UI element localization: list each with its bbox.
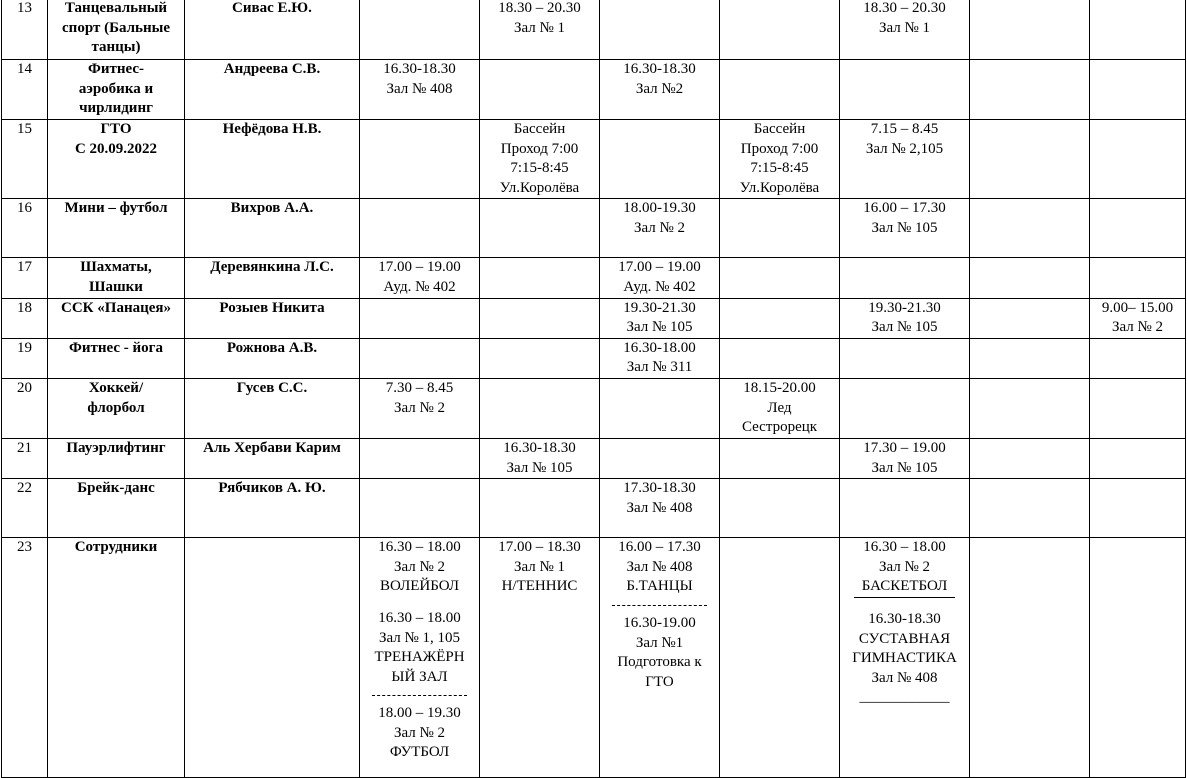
schedule-line: Ул.Королёва bbox=[739, 179, 820, 196]
schedule-cell bbox=[720, 60, 840, 120]
schedule-cell bbox=[480, 0, 600, 60]
schedule-cell bbox=[600, 479, 720, 538]
schedule-cell bbox=[480, 378, 600, 438]
schedule-line: ФУТБОЛ bbox=[389, 744, 450, 761]
schedule-line: Зал №2 bbox=[635, 80, 684, 97]
section-name-line: ССК «Панацея» bbox=[60, 299, 172, 316]
section-name-line: Пауэрлифтинг bbox=[66, 439, 166, 456]
schedule-line: СУСТАВНАЯ bbox=[858, 630, 951, 647]
coach-name: Розыев Никита bbox=[185, 298, 360, 338]
schedule-line: Бассейн bbox=[513, 121, 566, 137]
schedule-cell bbox=[970, 258, 1090, 298]
schedule-line: Зал № 408 bbox=[626, 558, 693, 575]
table-row bbox=[2, 338, 1186, 378]
schedule-cell bbox=[600, 378, 720, 438]
table-row bbox=[2, 298, 1186, 338]
section-name-line: Шахматы, bbox=[80, 259, 152, 276]
schedule-line: 7.30 – 8.45 bbox=[385, 379, 454, 396]
schedule-cell bbox=[720, 120, 840, 199]
schedule-line: 18.00 – 19.30 bbox=[378, 705, 461, 722]
schedule-cell bbox=[970, 199, 1090, 258]
row-number: 13 bbox=[2, 0, 48, 60]
schedule-cell bbox=[970, 120, 1090, 199]
row-number: 22 bbox=[2, 479, 48, 538]
schedule-cell bbox=[840, 60, 970, 120]
coach-name: Деревянкина Л.С. bbox=[185, 258, 360, 298]
schedule-cell bbox=[1090, 298, 1186, 338]
schedule-line: Ауд. № 402 bbox=[623, 278, 696, 295]
schedule-cell bbox=[970, 479, 1090, 538]
schedule-cell bbox=[600, 120, 720, 199]
schedule-cell bbox=[840, 479, 970, 538]
section-name bbox=[48, 60, 185, 120]
section-name-line: ГТО bbox=[100, 121, 132, 137]
schedule-line: Зал № 408 bbox=[871, 669, 938, 686]
schedule-cell bbox=[970, 0, 1090, 60]
schedule-line: 16.30-18.30 bbox=[503, 439, 576, 456]
schedule-cell bbox=[360, 479, 480, 538]
schedule-line: Зал № 105 bbox=[871, 219, 938, 236]
schedule-cell bbox=[360, 120, 480, 199]
schedule-cell bbox=[600, 199, 720, 258]
schedule-table bbox=[1, 0, 1186, 778]
section-name-line: аэробика и bbox=[78, 80, 154, 97]
row-number: 19 bbox=[2, 338, 48, 378]
schedule-cell bbox=[840, 258, 970, 298]
schedule-line: Проход 7:00 bbox=[500, 140, 579, 157]
schedule-cell bbox=[720, 0, 840, 60]
schedule-cell bbox=[840, 378, 970, 438]
section-name bbox=[48, 199, 185, 258]
schedule-line: 7:15-8:45 bbox=[510, 160, 569, 177]
schedule-cell bbox=[480, 479, 600, 538]
schedule-cell bbox=[600, 438, 720, 478]
schedule-cell bbox=[480, 298, 600, 338]
section-name bbox=[48, 258, 185, 298]
section-name-line: флорбол bbox=[87, 399, 145, 416]
row-number: 16 bbox=[2, 199, 48, 258]
schedule-cell bbox=[1090, 538, 1186, 778]
schedule-line: Зал № 105 bbox=[506, 459, 573, 476]
schedule-line: Зал № 1 bbox=[878, 19, 931, 36]
section-name bbox=[48, 298, 185, 338]
schedule-line: ВОЛЕЙБОЛ bbox=[379, 578, 460, 595]
schedule-cell bbox=[840, 338, 970, 378]
dashed-separator bbox=[372, 695, 467, 696]
schedule-cell bbox=[1090, 338, 1186, 378]
coach-name: Вихров А.А. bbox=[185, 199, 360, 258]
section-name-line: Фитнес - йога bbox=[69, 339, 163, 356]
schedule-body bbox=[2, 0, 1186, 778]
spacer bbox=[360, 597, 479, 609]
coach-name: Андреева С.В. bbox=[185, 60, 360, 120]
coach-name: Аль Хербави Карим bbox=[185, 438, 360, 478]
schedule-line: Ауд. № 402 bbox=[383, 278, 456, 295]
schedule-line: 16.30-18.30 bbox=[868, 610, 941, 627]
table-row bbox=[2, 0, 1186, 60]
schedule-cell bbox=[970, 438, 1090, 478]
schedule-cell bbox=[1090, 438, 1186, 478]
row-number: 15 bbox=[2, 120, 48, 199]
schedule-cell bbox=[720, 298, 840, 338]
coach-name bbox=[185, 538, 360, 778]
schedule-line: Зал № 408 bbox=[386, 80, 453, 97]
schedule-line: 17.00 – 18.30 bbox=[498, 539, 581, 556]
row-number: 14 bbox=[2, 60, 48, 120]
section-name bbox=[48, 0, 185, 60]
schedule-cell bbox=[1090, 0, 1186, 60]
schedule-cell bbox=[360, 298, 480, 338]
schedule-cell bbox=[480, 538, 600, 778]
schedule-cell bbox=[480, 199, 600, 258]
schedule-line: 16.00 – 17.30 bbox=[863, 200, 946, 217]
schedule-cell bbox=[970, 298, 1090, 338]
section-name-line: Шашки bbox=[89, 278, 143, 295]
schedule-line: 16.30-18.30 bbox=[623, 61, 696, 77]
section-name bbox=[48, 538, 185, 778]
schedule-line: Зал № 2 bbox=[878, 558, 931, 575]
row-number: 18 bbox=[2, 298, 48, 338]
schedule-cell bbox=[720, 438, 840, 478]
schedule-cell bbox=[360, 258, 480, 298]
schedule-line: 16.30-18.30 bbox=[383, 61, 456, 77]
schedule-line: Зал № 2 bbox=[393, 399, 446, 416]
coach-name: Рябчиков А. Ю. bbox=[185, 479, 360, 538]
table-row bbox=[2, 60, 1186, 120]
schedule-line: 16.00 – 17.30 bbox=[618, 539, 701, 556]
schedule-line: Зал № 2 bbox=[393, 724, 446, 741]
schedule-cell bbox=[720, 258, 840, 298]
schedule-line: 18.30 – 20.30 bbox=[863, 0, 946, 16]
schedule-cell bbox=[970, 538, 1090, 778]
schedule-line: ЫЙ ЗАЛ bbox=[391, 668, 448, 685]
schedule-line: 16.30-18.00 bbox=[623, 339, 696, 356]
coach-name: Гусев С.С. bbox=[185, 378, 360, 438]
dashed-separator bbox=[612, 605, 707, 606]
schedule-line: 17.30 – 19.00 bbox=[863, 439, 946, 456]
schedule-line: 18.30 – 20.30 bbox=[498, 0, 581, 16]
schedule-cell bbox=[1090, 199, 1186, 258]
schedule-cell bbox=[480, 120, 600, 199]
schedule-cell bbox=[600, 60, 720, 120]
schedule-line: 18.15-20.00 bbox=[743, 379, 816, 396]
schedule-cell bbox=[840, 438, 970, 478]
schedule-line: Зал № 105 bbox=[871, 319, 938, 336]
section-name bbox=[48, 338, 185, 378]
section-name-line: С 20.09.2022 bbox=[74, 140, 158, 157]
schedule-cell bbox=[720, 199, 840, 258]
coach-name: Нефёдова Н.В. bbox=[185, 120, 360, 199]
schedule-line: ____________ bbox=[859, 689, 950, 706]
schedule-line: Зал № 1, 105 bbox=[378, 629, 461, 646]
schedule-line: Зал № 2 bbox=[1111, 319, 1164, 336]
section-name-line: Мини – футбол bbox=[64, 200, 168, 217]
schedule-line: 9.00– 15.00 bbox=[1101, 299, 1174, 316]
schedule-cell bbox=[360, 378, 480, 438]
row-number: 17 bbox=[2, 258, 48, 298]
schedule-line: 16.30 – 18.00 bbox=[863, 539, 946, 556]
schedule-line: ГИМНАСТИКА bbox=[852, 650, 957, 667]
schedule-line: Сестрорецк bbox=[741, 419, 818, 436]
table-row bbox=[2, 199, 1186, 258]
schedule-line: ГТО bbox=[645, 673, 674, 690]
schedule-line: Зал №1 bbox=[635, 634, 684, 651]
schedule-line: Проход 7:00 bbox=[740, 140, 819, 157]
schedule-line: Зал № 408 bbox=[626, 499, 693, 516]
schedule-line: Б.ТАНЦЫ bbox=[626, 578, 693, 595]
coach-name: Рожнова А.В. bbox=[185, 338, 360, 378]
schedule-cell bbox=[1090, 60, 1186, 120]
schedule-line: 7:15-8:45 bbox=[750, 160, 809, 177]
schedule-cell bbox=[480, 438, 600, 478]
table-row bbox=[2, 120, 1186, 199]
schedule-cell bbox=[720, 338, 840, 378]
schedule-cell bbox=[360, 60, 480, 120]
coach-name: Сивас Е.Ю. bbox=[185, 0, 360, 60]
schedule-line: Зал № 311 bbox=[626, 359, 693, 376]
schedule-cell bbox=[720, 378, 840, 438]
schedule-cell bbox=[1090, 479, 1186, 538]
schedule-cell bbox=[360, 338, 480, 378]
schedule-line: Ул.Королёва bbox=[499, 179, 580, 196]
schedule-line: ТРЕНАЖЁРН bbox=[374, 649, 465, 666]
schedule-cell bbox=[970, 378, 1090, 438]
schedule-cell bbox=[1090, 120, 1186, 199]
section-name-line: Фитнес- bbox=[87, 61, 145, 77]
table-row bbox=[2, 378, 1186, 438]
schedule-cell bbox=[360, 538, 480, 778]
section-name-line: спорт (Бальные bbox=[62, 19, 170, 36]
schedule-cell bbox=[970, 60, 1090, 120]
schedule-line: Зал № 1 bbox=[513, 558, 566, 575]
row-number: 21 bbox=[2, 438, 48, 478]
schedule-line: Бассейн bbox=[753, 121, 806, 137]
table-row bbox=[2, 479, 1186, 538]
schedule-cell bbox=[360, 0, 480, 60]
schedule-line: 17.00 – 19.00 bbox=[618, 259, 701, 276]
section-name-line: Брейк-данс bbox=[77, 480, 155, 497]
section-name-line: чирлидинг bbox=[79, 100, 153, 117]
schedule-cell bbox=[480, 258, 600, 298]
schedule-cell bbox=[720, 479, 840, 538]
schedule-line: 19.30-21.30 bbox=[868, 299, 941, 316]
schedule-line: 18.00-19.30 bbox=[623, 200, 696, 217]
schedule-line: Зал № 2,105 bbox=[865, 140, 944, 157]
schedule-line: Зал № 105 bbox=[626, 319, 693, 336]
schedule-cell bbox=[600, 538, 720, 778]
section-name-line: Танцевальный bbox=[64, 0, 168, 16]
schedule-cell bbox=[480, 60, 600, 120]
section-name-line: танцы) bbox=[91, 39, 141, 56]
section-name-line: Сотрудники bbox=[74, 539, 158, 556]
schedule-cell bbox=[720, 538, 840, 778]
spacer bbox=[840, 598, 969, 610]
schedule-line: Подготовка к bbox=[617, 654, 702, 671]
row-number: 23 bbox=[2, 538, 48, 778]
schedule-line: БАСКЕТБОЛ bbox=[854, 577, 955, 598]
schedule-line: Зал № 2 bbox=[633, 219, 686, 236]
schedule-line: 17.30-18.30 bbox=[623, 480, 696, 497]
schedule-cell bbox=[360, 438, 480, 478]
schedule-cell bbox=[600, 338, 720, 378]
table-row bbox=[2, 438, 1186, 478]
schedule-line: Зал № 2 bbox=[393, 558, 446, 575]
table-row bbox=[2, 538, 1186, 778]
schedule-cell bbox=[840, 120, 970, 199]
schedule-line: Зал № 1 bbox=[513, 19, 566, 36]
section-name-line: Хоккей/ bbox=[88, 379, 144, 396]
schedule-line: 16.30-19.00 bbox=[623, 614, 696, 631]
row-number: 20 bbox=[2, 378, 48, 438]
schedule-line: 19.30-21.30 bbox=[623, 299, 696, 316]
schedule-line: 16.30 – 18.00 bbox=[378, 539, 461, 556]
schedule-cell bbox=[970, 338, 1090, 378]
schedule-cell bbox=[600, 0, 720, 60]
schedule-cell bbox=[1090, 258, 1186, 298]
schedule-cell bbox=[600, 298, 720, 338]
schedule-line: 17.00 – 19.00 bbox=[378, 259, 461, 276]
schedule-cell bbox=[480, 338, 600, 378]
schedule-cell bbox=[840, 298, 970, 338]
section-name bbox=[48, 438, 185, 478]
schedule-cell bbox=[1090, 378, 1186, 438]
table-row bbox=[2, 258, 1186, 298]
schedule-line: Лед bbox=[767, 399, 792, 416]
section-name bbox=[48, 120, 185, 199]
section-name bbox=[48, 378, 185, 438]
schedule-cell bbox=[840, 199, 970, 258]
schedule-line: Зал № 105 bbox=[871, 459, 938, 476]
schedule-cell bbox=[360, 199, 480, 258]
section-name bbox=[48, 479, 185, 538]
schedule-cell bbox=[840, 538, 970, 778]
schedule-cell bbox=[600, 258, 720, 298]
schedule-line: 7.15 – 8.45 bbox=[870, 121, 939, 137]
schedule-line: Н/ТЕННИС bbox=[501, 578, 578, 595]
schedule-line: 16.30 – 18.00 bbox=[378, 609, 461, 626]
schedule-cell bbox=[840, 0, 970, 60]
